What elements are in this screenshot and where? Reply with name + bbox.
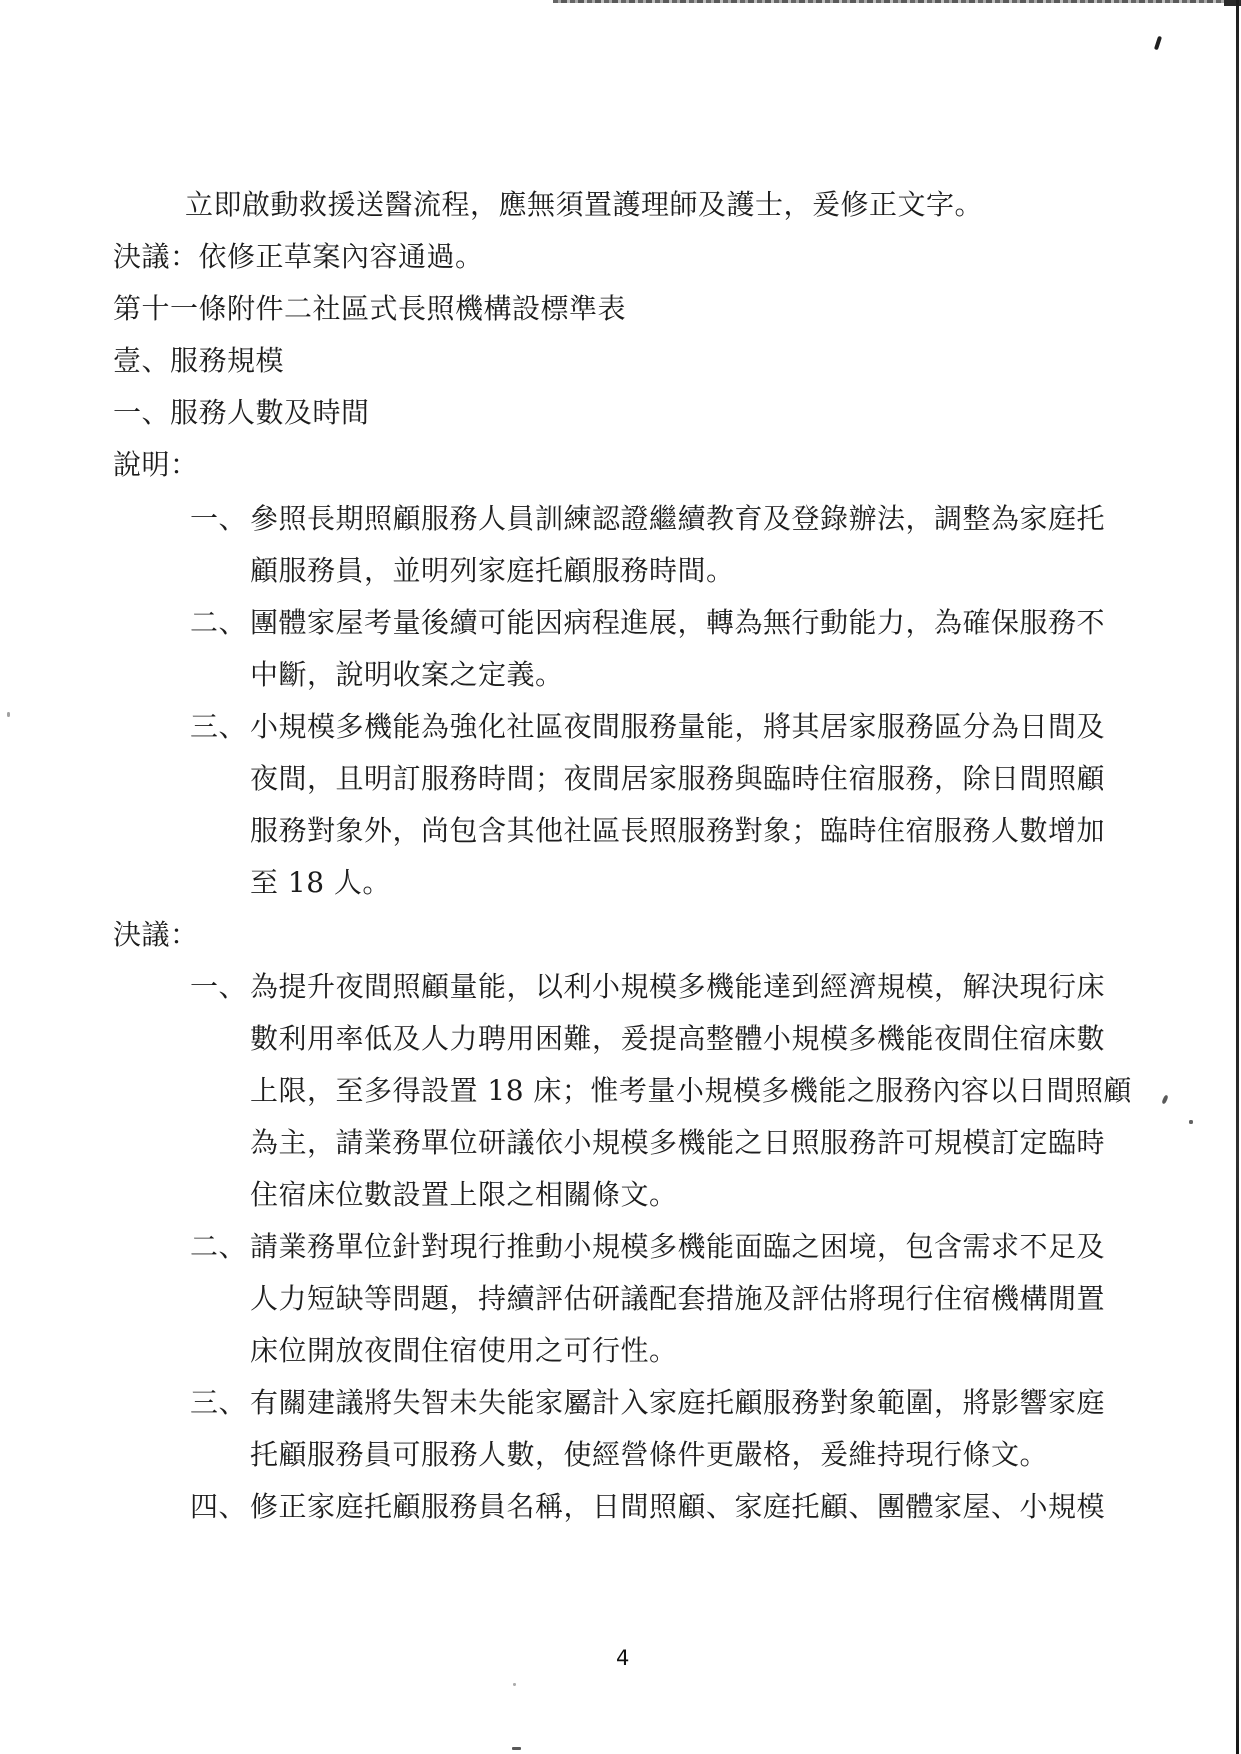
ink-speck xyxy=(1161,1095,1168,1105)
right-edge-scan-artifact xyxy=(1236,0,1239,1754)
text-run: 為主，請業務單位研議依小規模多機能之日照服務許可規模訂定臨時 xyxy=(250,1126,1106,1159)
text-run: 為提升夜間照顧量能，以利小規模多機能達到經濟規模，解決現行床 xyxy=(250,970,1106,1003)
ink-speck xyxy=(513,1683,516,1686)
text-line xyxy=(250,658,564,692)
text-run: 人力短缺等問題，持續評估研議配套措施及評估將現行住宿機構閒置 xyxy=(250,1282,1106,1315)
text-line xyxy=(113,344,284,378)
text-run: 決議：依修正草案內容通過。 xyxy=(113,240,484,273)
text-run: 中斷，說明收案之定義。 xyxy=(250,658,564,691)
text-run: 顧服務員，並明列家庭托顧服務時間。 xyxy=(250,554,735,587)
text-line xyxy=(250,1334,678,1368)
text-line xyxy=(250,762,1105,796)
list-item-line xyxy=(190,1490,1105,1524)
list-item-line xyxy=(190,502,1105,536)
text-run: 有關建議將失智未失能家屬計入家庭托顧服務對象範圍，將影響家庭 xyxy=(250,1386,1106,1419)
text-line xyxy=(185,188,983,222)
text-line xyxy=(250,1022,1105,1056)
text-run: 說明： xyxy=(113,448,199,481)
section-label xyxy=(113,918,199,952)
text-run: 夜間，且明訂服務時間；夜間居家服務與臨時住宿服務，除日間照顧 xyxy=(250,762,1106,795)
text-run: 小規模多機能為強化社區夜間服務量能，將其居家服務區分為日間及 xyxy=(250,710,1106,743)
text-line xyxy=(113,396,370,430)
text-run: 住宿床位數設置上限之相關條文。 xyxy=(250,1178,678,1211)
text-line xyxy=(250,814,1105,848)
text-line xyxy=(250,1438,1048,1472)
list-item-line xyxy=(190,1386,1105,1420)
ink-speck xyxy=(1189,1120,1193,1124)
list-marker: 一、 xyxy=(190,970,248,1003)
text-line xyxy=(250,1126,1105,1160)
text-line xyxy=(250,1178,678,1212)
text-run: 壹、服務規模 xyxy=(113,344,285,377)
list-item-line xyxy=(190,970,1105,1004)
list-item-line xyxy=(190,710,1105,744)
text-run: 托顧服務員可服務人數，使經營條件更嚴格，爰維持現行條文。 xyxy=(250,1438,1049,1471)
ink-speck xyxy=(7,712,10,717)
text-run: 第十一條附件二社區式長照機構設標準表 xyxy=(113,292,627,325)
text-run: 修正家庭托顧服務員名稱，日間照顧、家庭托顧、團體家屋、小規模 xyxy=(250,1490,1106,1523)
list-marker: 三、 xyxy=(190,710,248,743)
text-line xyxy=(250,1074,1132,1108)
text-run: 服務對象外，尚包含其他社區長照服務對象；臨時住宿服務人數增加 xyxy=(250,814,1106,847)
text-run: 參照長期照顧服務人員訓練認證繼續教育及登錄辦法，調整為家庭托 xyxy=(250,502,1106,535)
section-label xyxy=(113,448,199,482)
top-edge-scan-artifact xyxy=(553,0,1241,3)
ink-speck xyxy=(1154,36,1162,51)
text-run: 立即啟動救援送醫流程，應無須置護理師及護士，爰修正文字。 xyxy=(185,188,984,221)
list-marker: 四、 xyxy=(190,1490,248,1523)
text-line xyxy=(113,240,484,274)
ink-speck xyxy=(512,1747,521,1750)
list-marker: 二、 xyxy=(190,1230,248,1263)
text-run: 請業務單位針對現行推動小規模多機能面臨之困境，包含需求不足及 xyxy=(250,1230,1106,1263)
text-run: 一、服務人數及時間 xyxy=(113,396,370,429)
text-run: 床位開放夜間住宿使用之可行性。 xyxy=(250,1334,678,1367)
text-line xyxy=(250,554,735,588)
list-marker: 二、 xyxy=(190,606,248,639)
list-marker: 一、 xyxy=(190,502,248,535)
text-line xyxy=(250,1282,1105,1316)
page-number: 4 xyxy=(616,1646,630,1670)
text-line xyxy=(250,866,391,900)
text-run: 團體家屋考量後續可能因病程進展，轉為無行動能力，為確保服務不 xyxy=(250,606,1106,639)
text-run: 至 18 人。 xyxy=(250,866,391,899)
list-item-line xyxy=(190,1230,1105,1264)
text-run: 上限，至多得設置 18 床；惟考量小規模多機能之服務內容以日間照顧 xyxy=(250,1074,1132,1107)
text-line xyxy=(113,292,626,326)
text-run: 決議： xyxy=(113,918,199,951)
text-run: 數利用率低及人力聘用困難，爰提高整體小規模多機能夜間住宿床數 xyxy=(250,1022,1106,1055)
list-marker: 三、 xyxy=(190,1386,248,1419)
list-item-line xyxy=(190,606,1105,640)
